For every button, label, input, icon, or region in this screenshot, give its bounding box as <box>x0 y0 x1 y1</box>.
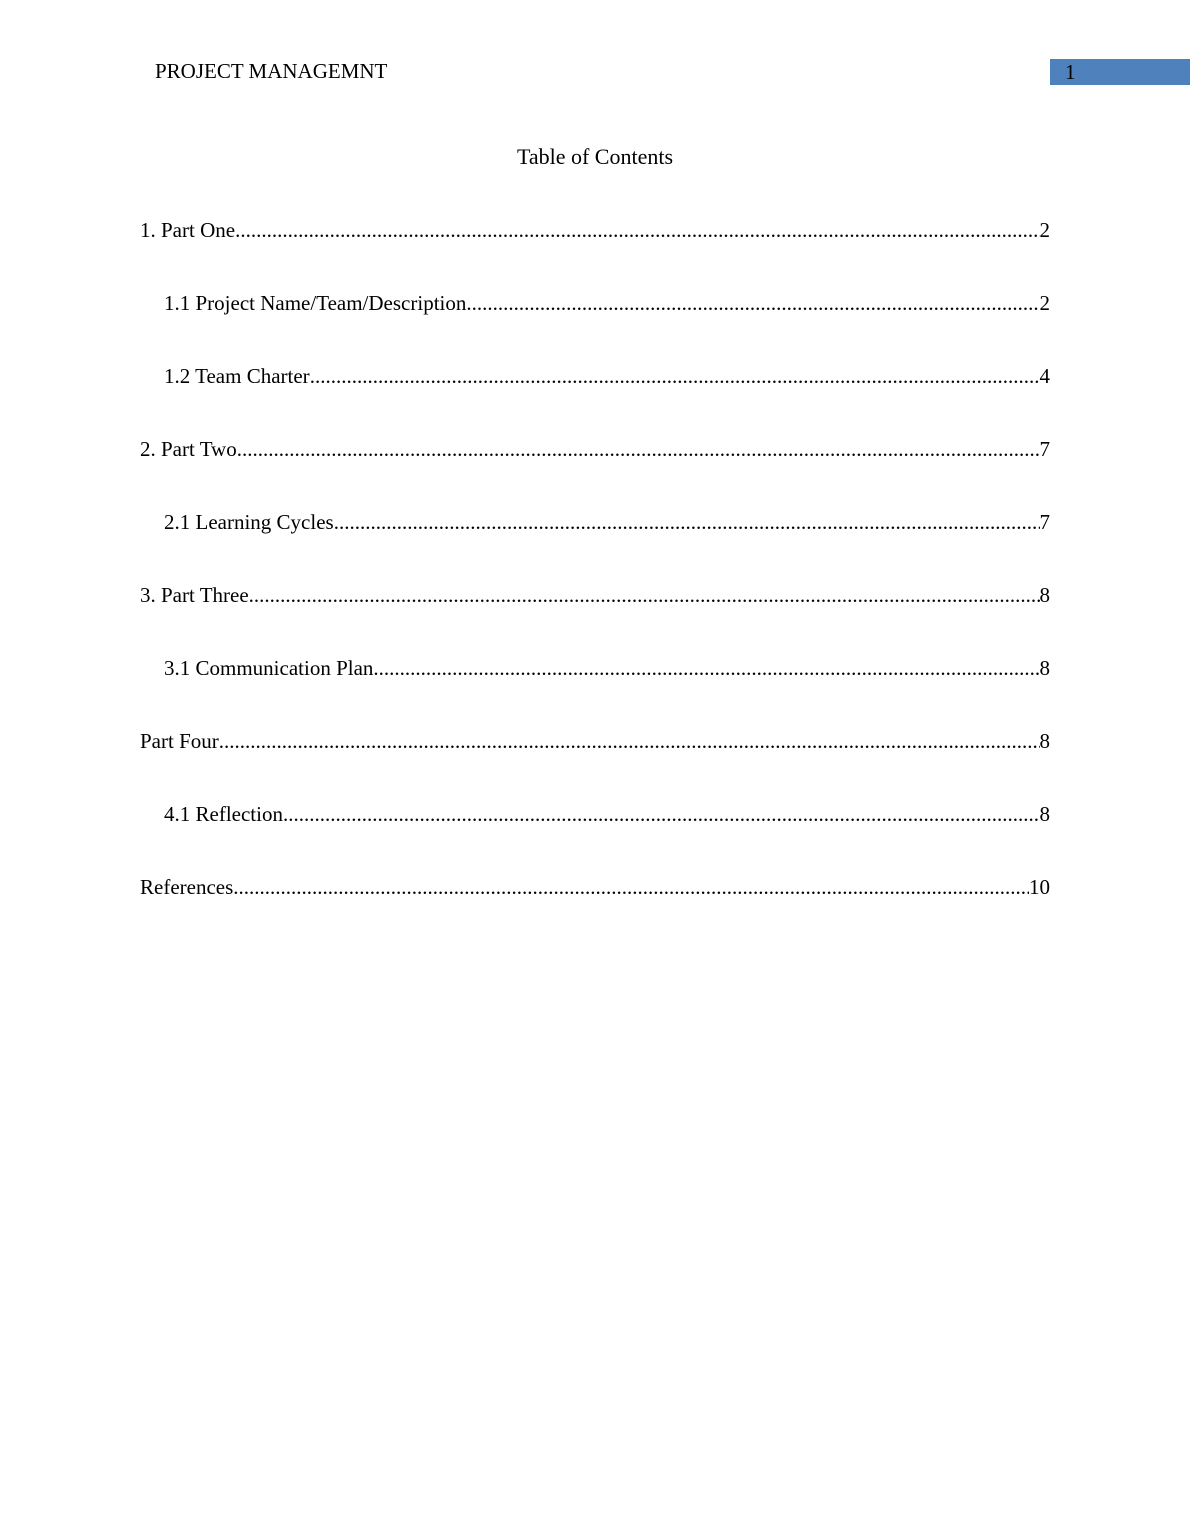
toc-entry-team-charter[interactable] <box>140 362 1050 435</box>
page-number-box <box>1050 59 1190 85</box>
toc-dot-leader <box>310 362 1040 390</box>
toc-entry-references[interactable] <box>140 873 1050 946</box>
toc-dot-leader <box>219 727 1040 755</box>
toc-entry-page: 2 <box>1039 291 1050 315</box>
toc-entry-page: 7 <box>1039 437 1050 461</box>
toc-entry-learning-cycles[interactable] <box>140 508 1050 581</box>
running-head: PROJECT MANAGEMNT <box>155 59 388 83</box>
toc-entry-label: 3.1 Communication Plan <box>164 656 374 680</box>
toc-entry-page: 2 <box>1039 218 1050 242</box>
toc-entry-page: 8 <box>1039 729 1050 753</box>
toc-title: Table of Contents <box>516 144 674 169</box>
toc-entry-label: 4.1 Reflection <box>164 802 283 826</box>
toc-entry-part-four[interactable] <box>140 727 1050 800</box>
toc-dot-leader <box>283 800 1040 828</box>
toc-entry-page: 8 <box>1039 802 1050 826</box>
toc-entry-label: 1. Part One <box>140 218 236 242</box>
page-number: 1 <box>1065 60 1076 84</box>
toc-dot-leader <box>334 508 1040 536</box>
toc-entry-page: 4 <box>1039 364 1050 388</box>
table-of-contents <box>140 216 1050 946</box>
toc-entry-label: 3. Part Three <box>140 583 249 607</box>
toc-entry-part-one[interactable] <box>140 216 1050 289</box>
toc-entry-label: 2. Part Two <box>140 437 237 461</box>
toc-entry-label: 2.1 Learning Cycles <box>164 510 334 534</box>
toc-entry-label: 1.2 Team Charter <box>164 364 310 388</box>
toc-dot-leader <box>233 873 1029 901</box>
toc-entry-part-three[interactable] <box>140 581 1050 654</box>
toc-entry-label: Part Four <box>140 729 219 753</box>
toc-dot-leader <box>237 435 1040 463</box>
toc-entry-project-name-team-description[interactable] <box>140 289 1050 362</box>
toc-entry-label: References <box>140 875 234 899</box>
toc-entry-page: 8 <box>1039 583 1050 607</box>
toc-entry-reflection[interactable] <box>140 800 1050 873</box>
toc-entry-part-two[interactable] <box>140 435 1050 508</box>
toc-dot-leader <box>466 289 1039 317</box>
toc-entry-page: 7 <box>1039 510 1050 534</box>
toc-entry-page: 10 <box>1029 875 1050 899</box>
toc-dot-leader <box>373 654 1039 682</box>
toc-dot-leader <box>249 581 1040 609</box>
toc-entry-communication-plan[interactable] <box>140 654 1050 727</box>
toc-dot-leader <box>235 216 1039 244</box>
toc-entry-page: 8 <box>1039 656 1050 680</box>
toc-entry-label: 1.1 Project Name/Team/Description <box>164 291 467 315</box>
